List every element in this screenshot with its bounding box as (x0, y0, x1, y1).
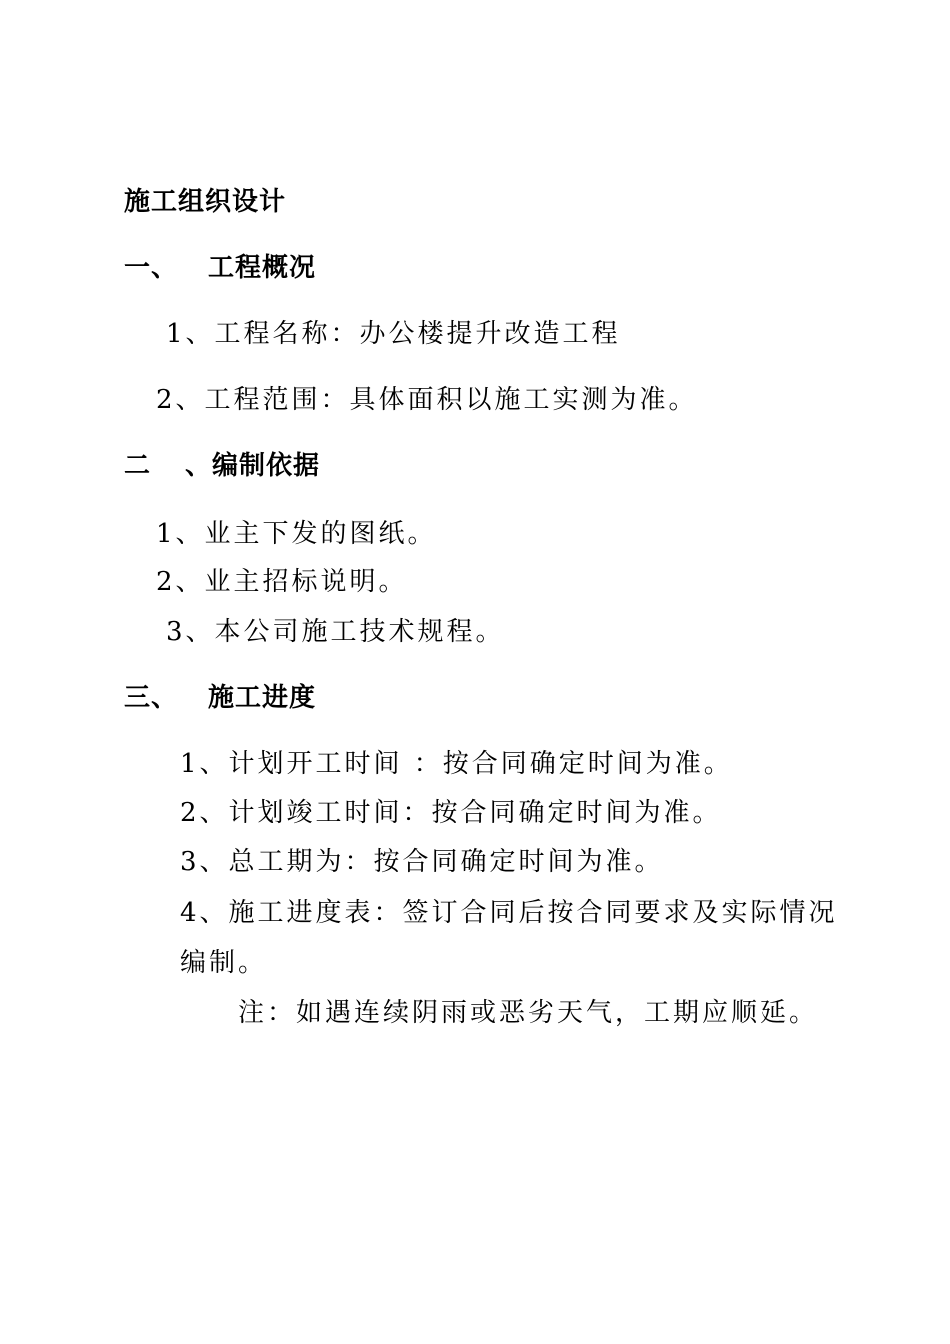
section-2-heading (124, 450, 320, 482)
section-3-note: 注：如遇连续阴雨或恶劣天气，工期应顺延。 (238, 998, 819, 1028)
section-2-item-2: 2、业主招标说明。 (156, 567, 408, 597)
section-1-heading (124, 252, 316, 284)
section-3-item-1: 1、计划开工时间 ：按合同确定时间为准。 (180, 749, 733, 779)
section-2-number: 二 (124, 451, 152, 481)
document-title: 施工组织设计 (124, 187, 287, 217)
section-1-number: 一、 (124, 253, 179, 283)
section-3-item-4: 4、施工进度表：签订合同后按合同要求及实际情况 (180, 898, 838, 928)
section-2-item-1: 1、业主下发的图纸。 (156, 519, 437, 549)
section-3-title: 施工进度 (208, 683, 317, 713)
section-3-item-4-continued: 编制。 (180, 948, 268, 978)
section-3-item-2: 2、计划竣工时间：按合同确定时间为准。 (180, 798, 722, 828)
section-2-title: 、编制依据 (185, 451, 321, 481)
section-3-item-3: 3、总工期为：按合同确定时间为准。 (180, 847, 664, 877)
section-1-item-2: 2、工程范围：具体面积以施工实测为准。 (156, 385, 698, 415)
section-1-title: 工程概况 (208, 253, 317, 283)
section-3-number: 三、 (124, 683, 179, 713)
section-2-item-3: 3、本公司施工技术规程。 (166, 617, 505, 647)
section-3-heading (124, 682, 316, 714)
section-1-item-1: 1、工程名称：办公楼提升改造工程 (166, 319, 621, 349)
